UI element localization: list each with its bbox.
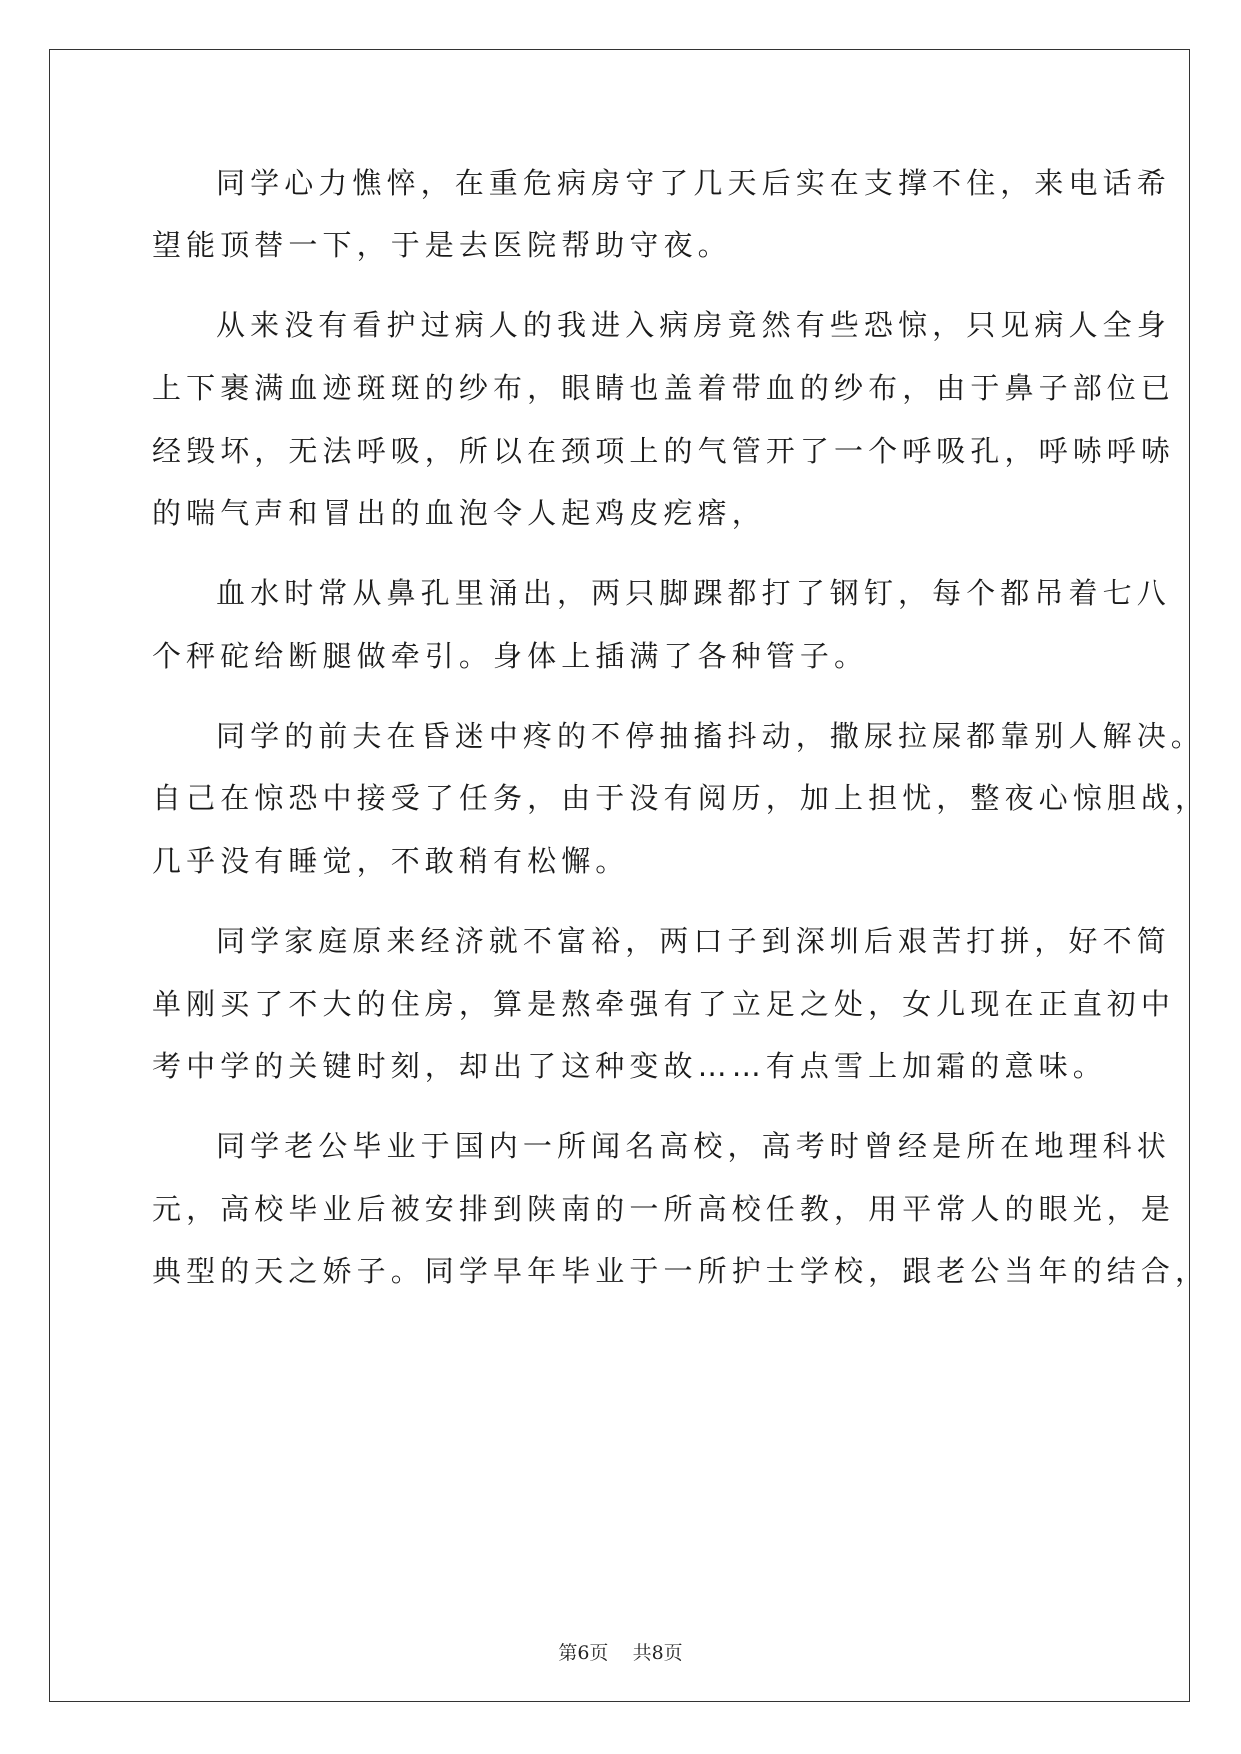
- total-pages: 共8页: [632, 1642, 683, 1664]
- text-line: 同学家庭原来经济就不富裕，两口子到深圳后艰苦打拼，好不简: [216, 924, 1171, 958]
- text-line: 上下裹满血迹斑斑的纱布，眼睛也盖着带血的纱布，由于鼻子部位已: [152, 371, 1176, 405]
- text-line: 同学心力憔悴，在重危病房守了几天后实在支撑不住，来电话希: [216, 166, 1171, 200]
- text-line: 的喘气声和冒出的血泡令人起鸡皮疙瘩，: [152, 496, 766, 530]
- text-line: 同学老公毕业于国内一所闻名高校，高考时曾经是所在地理科状: [216, 1129, 1171, 1163]
- text-line: 考中学的关键时刻，却出了这种变故……有点雪上加霜的意味。: [152, 1049, 1107, 1083]
- text-line: 典型的天之娇子。同学早年毕业于一所护士学校，跟老公当年的结合，: [152, 1254, 1210, 1288]
- text-line: 几乎没有睡觉，不敢稍有松懈。: [152, 844, 630, 878]
- text-line: 血水时常从鼻孔里涌出，两只脚踝都打了钢钉，每个都吊着七八: [216, 576, 1171, 610]
- text-line: 望能顶替一下，于是去医院帮助守夜。: [152, 228, 732, 262]
- text-line: 自己在惊恐中接受了任务，由于没有阅历，加上担忧，整夜心惊胆战，: [152, 781, 1210, 815]
- page-footer: [0, 1638, 1241, 1665]
- text-line: 元，高校毕业后被安排到陕南的一所高校任教，用平常人的眼光，是: [152, 1192, 1176, 1226]
- text-line: 从来没有看护过病人的我进入病房竟然有些恐惊，只见病人全身: [216, 308, 1171, 342]
- text-line: 经毁坏，无法呼吸，所以在颈项上的气管开了一个呼吸孔，呼哧呼哧: [152, 434, 1176, 468]
- text-line: 个秤砣给断腿做牵引。身体上插满了各种管子。: [152, 639, 869, 673]
- text-line: 同学的前夫在昏迷中疼的不停抽搐抖动，撒尿拉屎都靠别人解决。: [216, 719, 1205, 753]
- text-line: 单刚买了不大的住房，算是熬牵强有了立足之处，女儿现在正直初中: [152, 987, 1176, 1021]
- page-number: 第6页: [558, 1642, 609, 1664]
